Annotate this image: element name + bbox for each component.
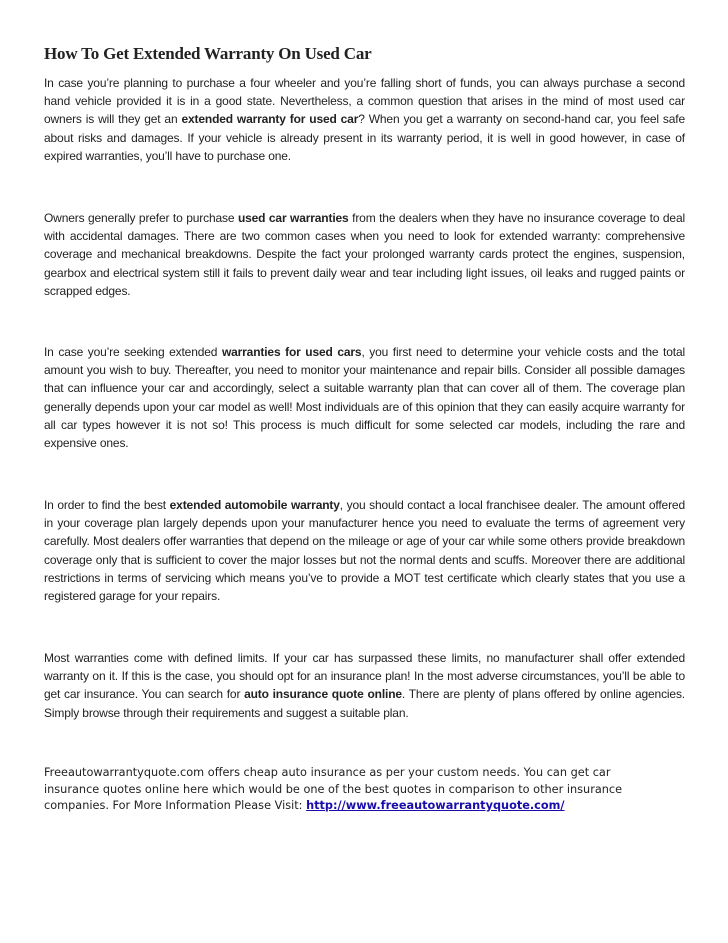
text: Owners generally prefer to purchase bbox=[44, 211, 238, 225]
text: . There are plenty of plans offered by online agencies. Simply browse through their requirements and suggest a suitable plan. bbox=[44, 687, 685, 720]
footer-text: Freeautowarrantyquote.com offers cheap auto insurance as per your custom needs. You can get car insurance quotes online here which would be one of the best quotes in comparison to other insurance companies. For More Information Please Visit: bbox=[44, 766, 623, 812]
document-title: How To Get Extended Warranty On Used Car bbox=[44, 44, 372, 63]
keyword-bold: auto insurance quote online bbox=[244, 687, 402, 702]
text: from the dealers when they have no insurance coverage to deal with accidental damages. There are two common cases when you need to look for extended warranty: comprehensive coverage and mechanical breakdowns. Despite the fact your prolonged warranty cards protect the engines, suspension, gearbox and electrical system still it fails to prevent daily wear and tear including light issues, oil leaks and rugged paints or scrapped edges. bbox=[44, 211, 685, 298]
text: Most warranties come with defined limits. If your car has surpassed these limits, no manufacturer shall offer extended warranty on it. If this is the case, you should opt for an insurance plan! In the most adverse circumstances, you’ll be able to get car insurance. You can search for bbox=[44, 651, 685, 702]
text: In case you’re seeking extended bbox=[44, 345, 222, 359]
paragraph-extended-automobile-warranty bbox=[44, 496, 685, 605]
text: In case you’re planning to purchase a four wheeler and you’re falling short of funds, you can always purchase a second hand vehicle provided it is in a good state. Nevertheless, a common question that arises in the mind of most used car owners is will they get an bbox=[44, 76, 685, 127]
keyword-bold: extended automobile warranty bbox=[169, 498, 340, 512]
keyword-bold: warranties for used cars bbox=[221, 345, 362, 359]
paragraph-warranties-for-used-cars bbox=[44, 343, 685, 452]
paragraph-used-car-warranties bbox=[44, 209, 685, 300]
keyword-bold: extended warranty for used car bbox=[181, 112, 359, 127]
paragraph-intro bbox=[44, 74, 685, 165]
paragraph-defined-limits bbox=[44, 649, 685, 722]
text: , you first need to determine your vehicle costs and the total amount you wish to buy. Thereafter, you need to monitor your maintenance and repair bills. Consider all possible damages that can influence your car and accordingly, select a suitable warranty plan that can cover all of them. The coverage plan generally depends upon your car model as well! Most individuals are of this opinion that they can easily acquire warranty for all car types however it is not so! This process is much difficult for some selected car models, including the rare and expensive ones. bbox=[44, 345, 685, 451]
footer-promo bbox=[44, 765, 664, 815]
text: , you should contact a local franchisee dealer. The amount offered in your coverage plan largely depends upon your manufacturer hence you need to evaluate the terms of agreement very carefully. Most dealers offer warranties that depend on the mileage or age of your car while some others provide breakdown coverage only that is sufficient to cover the major losses but not the normal dents and scuffs. Moreover there are additional restrictions in terms of servicing which means you’ve to provide a MOT test certificate which clearly states that you use a registered garage for your repairs. bbox=[44, 498, 685, 604]
keyword-bold: used car warranties bbox=[237, 211, 349, 225]
text: In order to find the best bbox=[44, 498, 170, 512]
text: ? When you get a warranty on second-hand car, you feel safe about risks and damages. If your vehicle is already present in its warranty period, it is well in good however, in case of expired warranties, you’ll have to purchase one. bbox=[44, 112, 685, 163]
website-link[interactable]: http://www.freeautowarrantyquote.com/ bbox=[306, 799, 565, 812]
